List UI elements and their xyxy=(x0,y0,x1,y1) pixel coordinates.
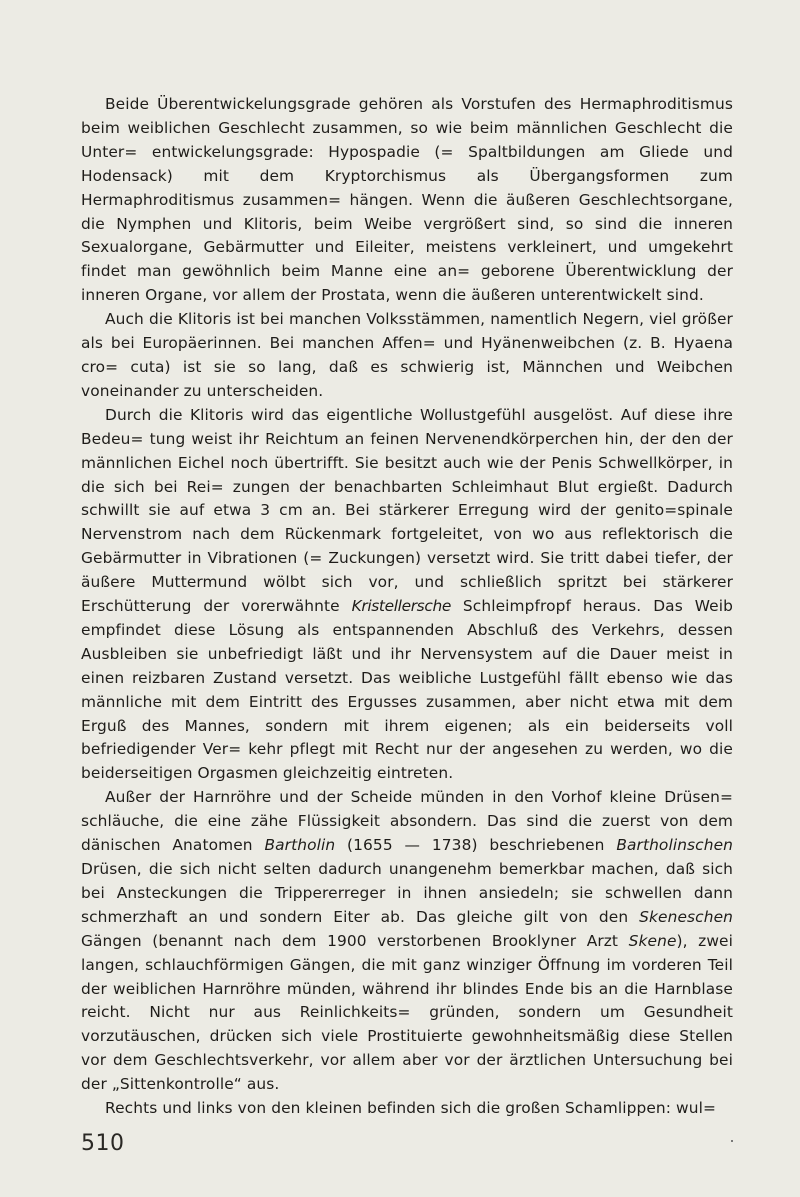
skene-name: Skene xyxy=(628,931,677,950)
paragraph-3-text-b: Schleimpfropf heraus. Das Weib empfindet diese Lösung als entspannenden Abschluß des Verkehrs, dessen Ausbleiben sie unbefriedigt läßt und ihr Nervensystem auf die Dauer meist in einen reizbaren Zustand versetzt. Das weibliche Lustgefühl fällt ebenso wie das männliche mit dem Eintritt des Ergusses zusammen, aber nicht etwa mit dem Erguß des Mannes, sondern mit ihrem eigenen; als ein beiderseits voll befriedigender Ver= kehr pflegt mit Recht nur der angesehen zu werden, wo die beiderseitigen Orgasmen gleichzeitig eintreten. xyxy=(81,597,733,783)
body-text xyxy=(81,93,733,1121)
paragraph-1 xyxy=(81,93,733,308)
paragraph-4-text-c: Drüsen, die sich nicht selten dadurch unangenehm bemerkbar machen, daß sich bei Ansteckungen die Trippererreger in ihnen ansiedeln; sie schwellen dann schmerzhaft an und sondern Eiter ab. Das gleiche gilt von den xyxy=(81,860,733,926)
paragraph-5-text: Rechts und links von den kleinen befinden sich die großen Schamlippen: wul= xyxy=(105,1099,716,1118)
paragraph-4-text-b: (1655 — 1738) beschriebenen xyxy=(335,836,617,855)
kristellersche-name: Kristellersche xyxy=(351,597,451,616)
bartholinschen-name: Bartholinschen xyxy=(616,836,734,855)
paragraph-4-text-a: Außer der Harnröhre und der Scheide münden in den Vorhof kleine Drüsen= schläuche, die eine zähe Flüssigkeit absondern. Das sind die zuerst von dem dänischen Anatomen xyxy=(81,788,733,855)
paragraph-5 xyxy=(81,1097,733,1121)
paragraph-3 xyxy=(81,404,733,787)
paragraph-3-text-a: Durch die Klitoris wird das eigentliche Wollustgefühl ausgelöst. Auf diese ihre Bedeu= tung weist ihr Reichtum an feinen Nervenendkörperchen hin, der den der männlichen Eichel noch übertrifft. Sie besitzt auch wie der Penis Schwellkörper, in die sich bei Rei= zungen der benachbarten Schleimhaut Blut ergießt. Dadurch schwillt sie auf etwa 3 cm an. Bei stärkerer Erregung wird der genito=spinale Nervenstrom nach dem Rückenmark fortgeleitet, von wo aus reflektorisch die Gebärmutter in Vibrationen (= Zuckungen) versetzt wird. Sie tritt dabei tiefer, der äußere Muttermund wölbt sich vor, und schließlich spritzt bei stärkerer Erschütterung der vorerwähnte xyxy=(81,405,733,616)
paragraph-2-text: Auch die Klitoris ist bei manchen Volksstämmen, namentlich Negern, viel größer als bei Europäerinnen. Bei manchen Affen= und Hyänenweibchen (z. B. Hyaena cro= cuta) ist sie so lang, daß es schwierig ist, Männchen und Weibchen voneinander zu unterscheiden. xyxy=(81,310,733,400)
paragraph-4 xyxy=(81,786,733,1097)
skeneschen-name: Skeneschen xyxy=(639,907,733,926)
page-number: 510 xyxy=(81,1131,125,1156)
bartholin-name: Bartholin xyxy=(264,836,336,855)
paragraph-2 xyxy=(81,308,733,404)
paragraph-4-text-e: ), zwei langen, schlauchförmigen Gängen, die mit ganz winziger Öffnung im vorderen Teil der weiblichen Harnröhre münden, während ihr blindes Ende bis an die Harnblase reicht. Nicht nur aus Reinlichkeits= gründen, sondern um Gesundheit vorzutäuschen, drücken sich viele Prostituierte gewohnheitsmäßig diese Stellen vor dem Geschlechtsverkehr, vor allem aber vor der ärztlichen Untersuchung bei der „Sittenkontrolle“ aus. xyxy=(81,931,733,1094)
print-speck xyxy=(731,1140,733,1142)
paragraph-1-text: Beide Überentwickelungsgrade gehören als Vorstufen des Hermaphroditismus beim weiblichen Geschlecht zusammen, so wie beim männlichen Geschlecht die Unter= entwickelungsgrade: Hypospadie (= Spaltbildungen am Gliede und Hodensack) mit dem Kryptorchismus als Übergangsformen zum Hermaphroditismus zusammen= hängen. Wenn die äußeren Geschlechtsorgane, die Nymphen und Klitoris, beim Weibe vergrößert sind, so sind die inneren Sexualorgane, Gebärmutter und Eileiter, meistens verkleinert, und umgekehrt findet man gewöhnlich beim Manne eine an= geborene Überentwicklung der inneren Organe, vor allem der Prostata, wenn die äußeren unterentwickelt sind. xyxy=(81,95,733,305)
paragraph-4-text-d: Gängen (benannt nach dem 1900 verstorbenen Brooklyner Arzt xyxy=(81,931,629,950)
